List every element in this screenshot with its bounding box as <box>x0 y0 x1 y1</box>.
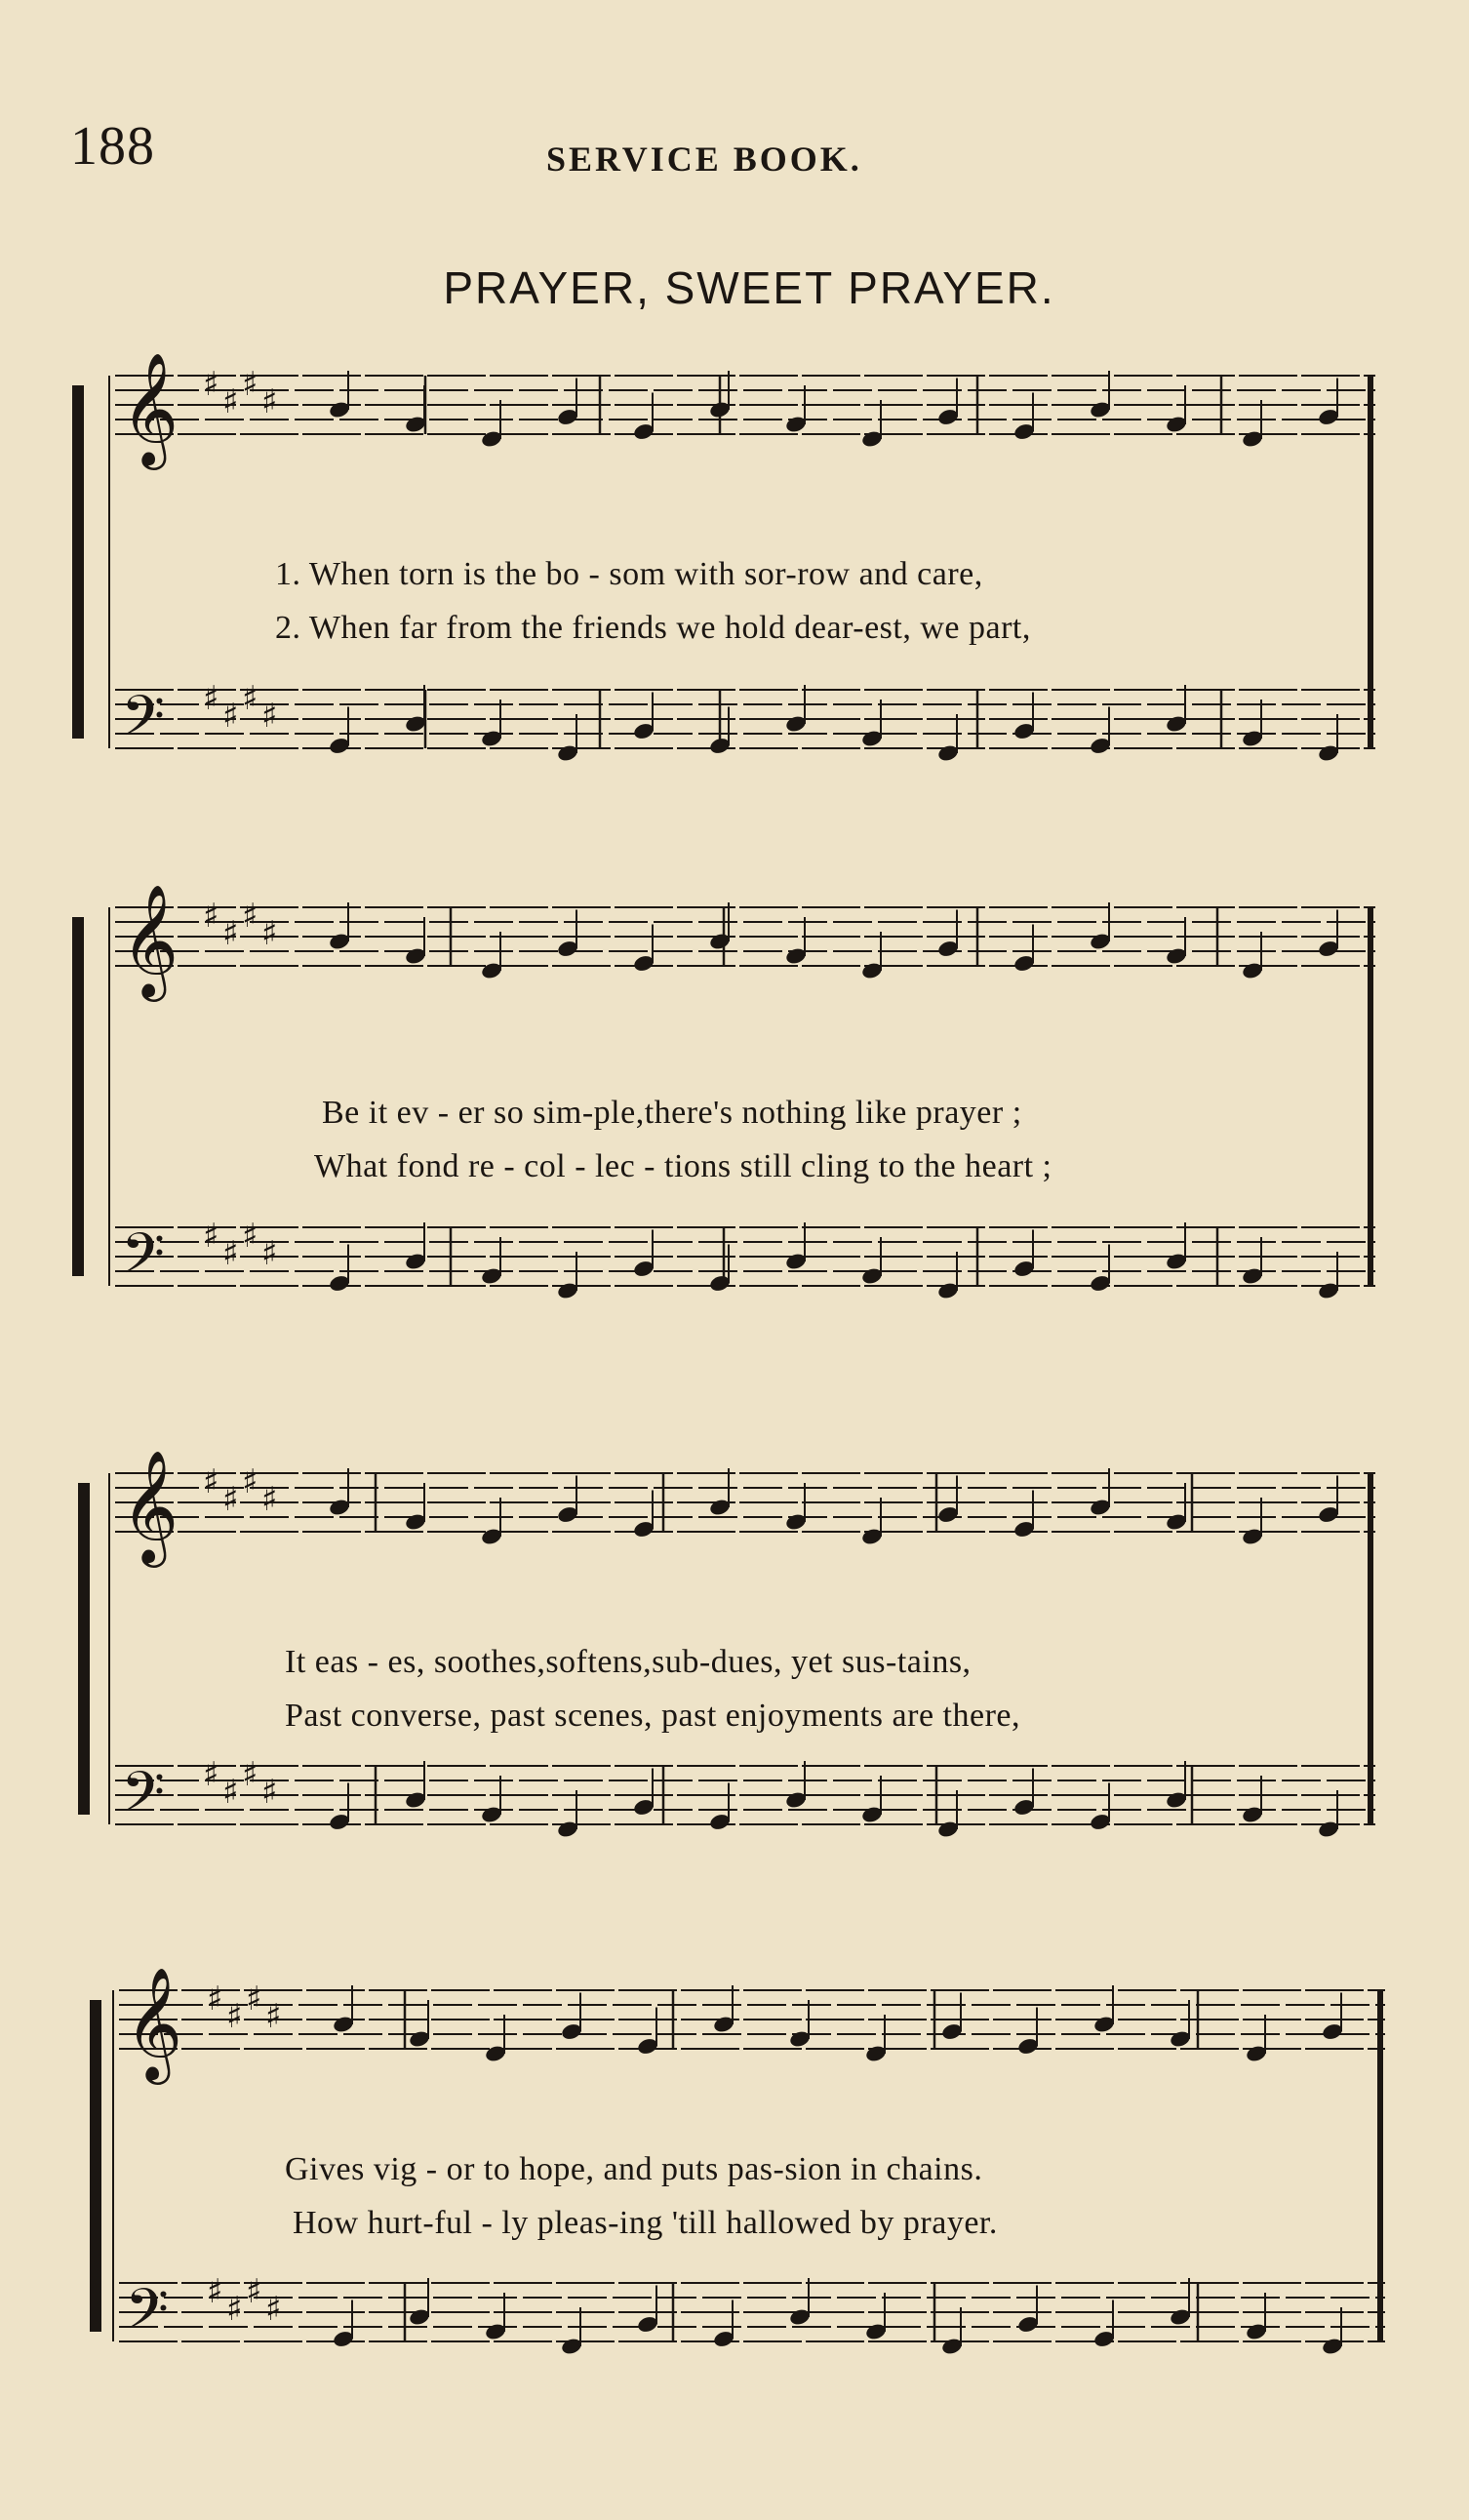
music-system-3 <box>0 1444 1469 1912</box>
sharp-icon: ♯ <box>207 2272 223 2311</box>
lyric-verse-1: Gives vig - or to hope, and puts pas-sion in chains. <box>285 2151 983 2187</box>
music-system-1 <box>0 346 1469 815</box>
sharp-icon: ♯ <box>261 1480 278 1519</box>
score-system-4 <box>0 1956 1469 2424</box>
sharp-icon: ♯ <box>242 897 258 936</box>
lyric-verse-1: 1. When torn is the bo - som with sor-row and care, <box>275 556 983 592</box>
treble-clef-icon: 𝄞 <box>125 1966 183 2080</box>
lyric-verse-1: It eas - es, soothes,softens,sub-dues, yet sus-tains, <box>285 1644 972 1680</box>
lyric-verse-2: How hurt-ful - ly pleas-ing 'till hallowed by prayer. <box>293 2205 998 2241</box>
treble-clef-icon: 𝄞 <box>121 1449 179 1563</box>
sharp-icon: ♯ <box>261 914 278 953</box>
sharp-icon: ♯ <box>261 697 278 736</box>
bass-clef-icon: 𝄢 <box>121 1220 166 1300</box>
sharp-icon: ♯ <box>222 1480 239 1519</box>
sharp-icon: ♯ <box>203 679 219 718</box>
treble-clef-icon: 𝄞 <box>121 351 179 465</box>
sharp-icon: ♯ <box>203 1755 219 1794</box>
final-bar <box>1368 907 1373 1286</box>
sharp-icon: ♯ <box>265 1997 282 2036</box>
bass-clef-icon: 𝄢 <box>125 2276 170 2356</box>
sharp-icon: ♯ <box>207 1980 223 2019</box>
sharp-icon: ♯ <box>242 679 258 718</box>
treble-clef-icon: 𝄞 <box>121 883 179 997</box>
sharp-icon: ♯ <box>222 382 239 421</box>
system-bracket <box>72 917 84 1276</box>
music-system-2 <box>0 878 1469 1346</box>
lyric-verse-1: Be it ev - er so sim-ple,there's nothing like prayer ; <box>322 1095 1022 1131</box>
sharp-icon: ♯ <box>242 1217 258 1256</box>
final-bar <box>1368 376 1373 748</box>
sharp-icon: ♯ <box>222 1234 239 1273</box>
music-system-4 <box>0 1956 1469 2424</box>
sharp-icon: ♯ <box>222 1773 239 1812</box>
sharp-icon: ♯ <box>222 697 239 736</box>
lyric-verse-2: 2. When far from the friends we hold dear-est, we part, <box>275 610 1031 646</box>
sharp-icon: ♯ <box>226 1997 243 2036</box>
system-bracket <box>90 2000 101 2332</box>
final-bar <box>1368 1473 1373 1824</box>
system-bracket <box>78 1483 90 1815</box>
final-bar <box>1377 1990 1383 2341</box>
system-bracket <box>72 385 84 739</box>
sharp-icon: ♯ <box>265 2290 282 2329</box>
page-number: 188 <box>70 116 155 177</box>
sharp-icon: ♯ <box>203 365 219 404</box>
sharp-icon: ♯ <box>246 1980 262 2019</box>
bass-clef-icon: 𝄢 <box>121 1759 166 1839</box>
sharp-icon: ♯ <box>242 1755 258 1794</box>
sharp-icon: ♯ <box>242 1462 258 1501</box>
hymn-title: PRAYER, SWEET PRAYER. <box>443 262 1055 313</box>
sharp-icon: ♯ <box>261 1773 278 1812</box>
lyric-verse-2: Past converse, past scenes, past enjoyments are there, <box>285 1698 1020 1734</box>
sharp-icon: ♯ <box>226 2290 243 2329</box>
running-head: SERVICE BOOK. <box>546 140 862 179</box>
bass-clef-icon: 𝄢 <box>121 683 166 763</box>
sharp-icon: ♯ <box>222 914 239 953</box>
sharp-icon: ♯ <box>261 1234 278 1273</box>
lyric-verse-2: What fond re - col - lec - tions still cling to the heart ; <box>314 1148 1052 1184</box>
sharp-icon: ♯ <box>261 382 278 421</box>
sharp-icon: ♯ <box>203 1217 219 1256</box>
sharp-icon: ♯ <box>246 2272 262 2311</box>
sharp-icon: ♯ <box>242 365 258 404</box>
sharp-icon: ♯ <box>203 1462 219 1501</box>
sharp-icon: ♯ <box>203 897 219 936</box>
